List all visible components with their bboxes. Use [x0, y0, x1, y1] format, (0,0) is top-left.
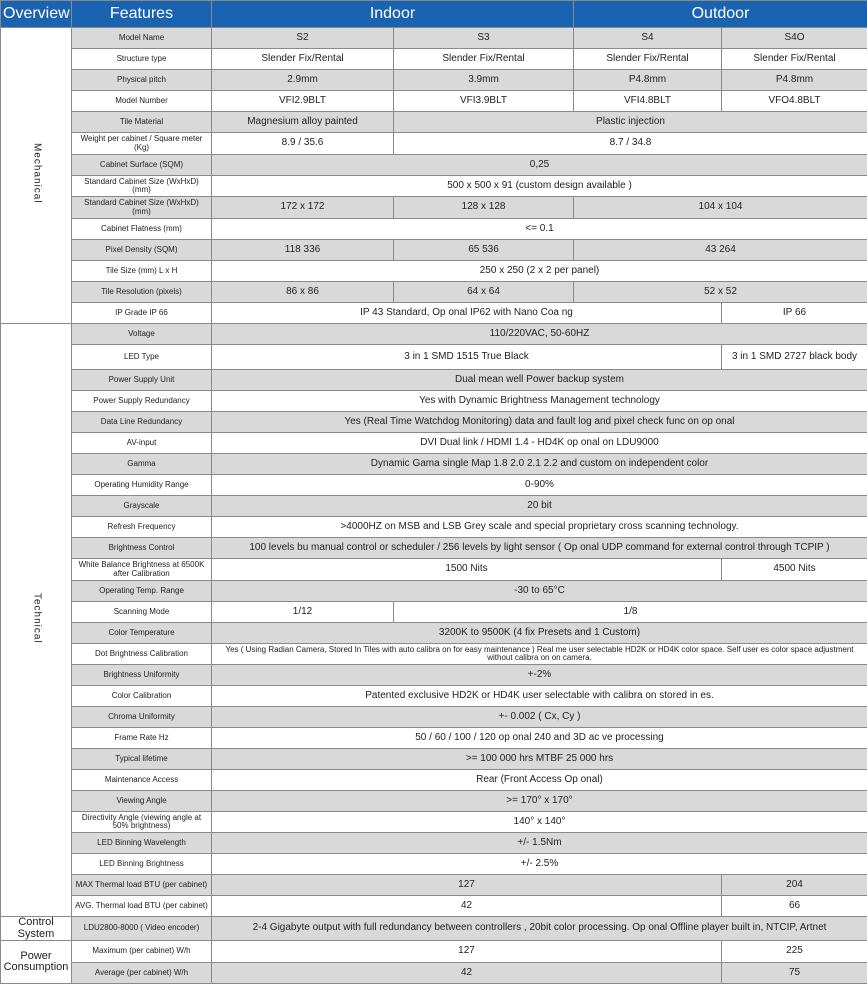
feature-label: Standard Cabinet Size (WxHxD) (mm)	[72, 197, 212, 219]
value-cell: -30 to 65°C	[212, 581, 867, 602]
table-row	[1, 728, 867, 749]
value-cell: >= 170° x 170°	[212, 791, 867, 812]
value-cell: 3 in 1 SMD 2727 black body	[722, 345, 867, 370]
table-row	[1, 49, 867, 70]
feature-label: Tile Size (mm) L x H	[72, 261, 212, 282]
table-row	[1, 963, 867, 984]
value-cell: 3 in 1 SMD 1515 True Black	[212, 345, 722, 370]
value-cell: 0,25	[212, 155, 867, 176]
value-cell: 172 x 172	[212, 197, 394, 219]
value-cell: S2	[212, 28, 394, 49]
section-label: Control System	[3, 917, 69, 940]
section-control	[1, 917, 72, 941]
table-row	[1, 282, 867, 303]
table-row	[1, 133, 867, 155]
feature-label: LDU2800-8000 ( Video encoder)	[72, 917, 212, 941]
value-cell: 2-4 Gigabyte output with full redundancy between controllers , 20bit color processing. Op onal Offline player built in, NTCIP, Artnet	[212, 917, 867, 941]
feature-label: Brightness Control	[72, 538, 212, 559]
section-label: Mechanical	[31, 143, 42, 204]
value-cell: 250 x 250 (2 x 2 per panel)	[212, 261, 867, 282]
value-cell: Dynamic Gama single Map 1.8 2.0 2.1 2.2 and custom on independent color	[212, 454, 867, 475]
value-cell: +- 0.002 ( Cx, Cy )	[212, 707, 867, 728]
value-cell: Yes with Dynamic Brightness Management technology	[212, 391, 867, 412]
feature-label: MAX Thermal load BTU (per cabinet)	[72, 875, 212, 896]
value-cell: 128 x 128	[394, 197, 574, 219]
table-row	[1, 707, 867, 728]
feature-label: LED Binning Brightness	[72, 854, 212, 875]
table-row	[1, 496, 867, 517]
value-cell: 110/220VAC, 50-60HZ	[212, 324, 867, 345]
feature-label: Scanning Mode	[72, 602, 212, 623]
feature-label: Power Supply Unit	[72, 370, 212, 391]
table-row	[1, 454, 867, 475]
value-cell: DVI Dual link / HDMI 1.4 - HD4K op onal on LDU9000	[212, 433, 867, 454]
value-cell: VFI3.9BLT	[394, 91, 574, 112]
value-cell: 8.9 / 35.6	[212, 133, 394, 155]
table-row	[1, 538, 867, 559]
value-cell: 42	[212, 963, 722, 984]
feature-label: Typical lifetime	[72, 749, 212, 770]
value-cell: 2.9mm	[212, 70, 394, 91]
table-row	[1, 941, 867, 963]
outdoor-header: Outdoor	[574, 1, 867, 28]
feature-label: Operating Humidity Range	[72, 475, 212, 496]
table-row	[1, 261, 867, 282]
value-cell: 100 levels bu manual control or scheduler / 256 levels by light sensor ( Op onal UDP command for external control through TCPIP )	[212, 538, 867, 559]
table-row	[1, 833, 867, 854]
feature-label: Tile Resolution (pixels)	[72, 282, 212, 303]
value-cell: Yes (Real Time Watchdog Monitoring) data and fault log and pixel check func on op onal	[212, 412, 867, 433]
indoor-header: Indoor	[212, 1, 574, 28]
value-cell: Patented exclusive HD2K or HD4K user selectable with calibra on stored in es.	[212, 686, 867, 707]
feature-label: Operating Temp. Range	[72, 581, 212, 602]
feature-label: Voltage	[72, 324, 212, 345]
value-cell: VFI4.8BLT	[574, 91, 722, 112]
feature-label: Pixel Density (SQM)	[72, 240, 212, 261]
table-row	[1, 91, 867, 112]
feature-label: Dot Brightness Calibration	[72, 644, 212, 665]
value-cell: 127	[212, 941, 722, 963]
feature-label: Viewing Angle	[72, 791, 212, 812]
feature-label: IP Grade IP 66	[72, 303, 212, 324]
value-cell: 140° x 140°	[212, 812, 867, 833]
table-row	[1, 812, 867, 833]
feature-label: AV-input	[72, 433, 212, 454]
feature-label: Refresh Frequency	[72, 517, 212, 538]
value-cell: Slender Fix/Rental	[722, 49, 867, 70]
value-cell: 50 / 60 / 100 / 120 op onal 240 and 3D ac ve processing	[212, 728, 867, 749]
value-cell: 0-90%	[212, 475, 867, 496]
feature-label: Brightness Uniformity	[72, 665, 212, 686]
table-row	[1, 324, 867, 345]
value-cell: 118 336	[212, 240, 394, 261]
value-cell: 204	[722, 875, 867, 896]
table-row	[1, 791, 867, 812]
feature-label: Directivity Angle (viewing angle at 50% brightness)	[72, 812, 212, 833]
section-power	[1, 941, 72, 984]
table-row	[1, 391, 867, 412]
feature-label: Model Number	[72, 91, 212, 112]
value-cell: 64 x 64	[394, 282, 574, 303]
value-cell: 4500 Nits	[722, 559, 867, 581]
table-row	[1, 517, 867, 538]
value-cell: 43 264	[574, 240, 867, 261]
value-cell: +/- 1.5Nm	[212, 833, 867, 854]
value-cell: 66	[722, 896, 867, 917]
table-row	[1, 875, 867, 896]
value-cell: Slender Fix/Rental	[394, 49, 574, 70]
value-cell: P4.8mm	[574, 70, 722, 91]
table-row	[1, 623, 867, 644]
table-row	[1, 70, 867, 91]
table-row	[1, 433, 867, 454]
section-mechanical	[1, 28, 72, 324]
table-row	[1, 303, 867, 324]
section-label: Technical	[31, 593, 42, 644]
feature-label: Maximum (per cabinet) W/h	[72, 941, 212, 963]
table-row	[1, 665, 867, 686]
feature-label: LED Type	[72, 345, 212, 370]
value-cell: 3200K to 9500K (4 fix Presets and 1 Custom)	[212, 623, 867, 644]
value-cell: 1500 Nits	[212, 559, 722, 581]
feature-label: Physical pitch	[72, 70, 212, 91]
feature-label: Tile Material	[72, 112, 212, 133]
value-cell: S4	[574, 28, 722, 49]
feature-label: Color Temperature	[72, 623, 212, 644]
table-row	[1, 475, 867, 496]
value-cell: 20 bit	[212, 496, 867, 517]
value-cell: Dual mean well Power backup system	[212, 370, 867, 391]
value-cell: +-2%	[212, 665, 867, 686]
feature-label: Cabinet Surface (SQM)	[72, 155, 212, 176]
value-cell: IP 43 Standard, Op onal IP62 with Nano Coa ng	[212, 303, 722, 324]
table-row	[1, 112, 867, 133]
table-row	[1, 749, 867, 770]
value-cell: 127	[212, 875, 722, 896]
header-row	[1, 1, 867, 28]
value-cell: 52 x 52	[574, 282, 867, 303]
table-row	[1, 686, 867, 707]
feature-label: Standard Cabinet Size (WxHxD) (mm)	[72, 176, 212, 197]
table-row	[1, 854, 867, 875]
feature-label: Average (per cabinet) W/h	[72, 963, 212, 984]
feature-label: Gamma	[72, 454, 212, 475]
feature-label: White Balance Brightness at 6500K after Calibration	[72, 559, 212, 581]
features-header: Features	[72, 1, 212, 28]
section-technical	[1, 324, 72, 917]
section-label: Power Consumption	[3, 951, 69, 974]
table-row	[1, 412, 867, 433]
table-row	[1, 896, 867, 917]
value-cell: Magnesium alloy painted	[212, 112, 394, 133]
value-cell: 86 x 86	[212, 282, 394, 303]
value-cell: 8.7 / 34.8	[394, 133, 867, 155]
table-row	[1, 581, 867, 602]
value-cell: 1/8	[394, 602, 867, 623]
value-cell: S4O	[722, 28, 867, 49]
value-cell: IP 66	[722, 303, 867, 324]
value-cell: S3	[394, 28, 574, 49]
value-cell: 225	[722, 941, 867, 963]
value-cell: VFI2.9BLT	[212, 91, 394, 112]
table-row	[1, 559, 867, 581]
table-row	[1, 644, 867, 665]
value-cell: Yes ( Using Radian Camera, Stored In Tiles with auto calibra on for easy maintenance ) Real me user selectable HD2K or HD4K color space. Self user es color space adjustment without calibra on on camera.	[212, 644, 867, 665]
table-row	[1, 917, 867, 941]
feature-label: LED Binning Wavelength	[72, 833, 212, 854]
table-row	[1, 219, 867, 240]
table-row	[1, 28, 867, 49]
table-row	[1, 602, 867, 623]
value-cell: Plastic injection	[394, 112, 867, 133]
table-row	[1, 240, 867, 261]
value-cell: 42	[212, 896, 722, 917]
value-cell: 1/12	[212, 602, 394, 623]
value-cell: +/- 2.5%	[212, 854, 867, 875]
feature-label: Model Name	[72, 28, 212, 49]
table-row	[1, 370, 867, 391]
feature-label: Frame Rate Hz	[72, 728, 212, 749]
value-cell: Slender Fix/Rental	[574, 49, 722, 70]
feature-label: Weight per cabinet / Square meter (Kg)	[72, 133, 212, 155]
value-cell: VFO4.8BLT	[722, 91, 867, 112]
table-row	[1, 155, 867, 176]
overview-header: Overview	[1, 1, 72, 28]
table-row	[1, 176, 867, 197]
value-cell: 3.9mm	[394, 70, 574, 91]
feature-label: Maintenance Access	[72, 770, 212, 791]
feature-label: Cabinet Flatness (mm)	[72, 219, 212, 240]
table-row	[1, 345, 867, 370]
value-cell: 65 536	[394, 240, 574, 261]
value-cell: Rear (Front Access Op onal)	[212, 770, 867, 791]
value-cell: 104 x 104	[574, 197, 867, 219]
feature-label: Data Line Redundancy	[72, 412, 212, 433]
value-cell: 500 x 500 x 91 (custom design available )	[212, 176, 867, 197]
feature-label: Structure type	[72, 49, 212, 70]
value-cell: <= 0.1	[212, 219, 867, 240]
value-cell: >4000HZ on MSB and LSB Grey scale and special proprietary cross scanning technology.	[212, 517, 867, 538]
table-row	[1, 197, 867, 219]
feature-label: Color Calibration	[72, 686, 212, 707]
feature-label: AVG. Thermal load BTU (per cabinet)	[72, 896, 212, 917]
value-cell: 75	[722, 963, 867, 984]
value-cell: Slender Fix/Rental	[212, 49, 394, 70]
table-row	[1, 770, 867, 791]
feature-label: Grayscale	[72, 496, 212, 517]
value-cell: >= 100 000 hrs MTBF 25 000 hrs	[212, 749, 867, 770]
value-cell: P4.8mm	[722, 70, 867, 91]
feature-label: Power Supply Redundancy	[72, 391, 212, 412]
feature-label: Chroma Uniformity	[72, 707, 212, 728]
